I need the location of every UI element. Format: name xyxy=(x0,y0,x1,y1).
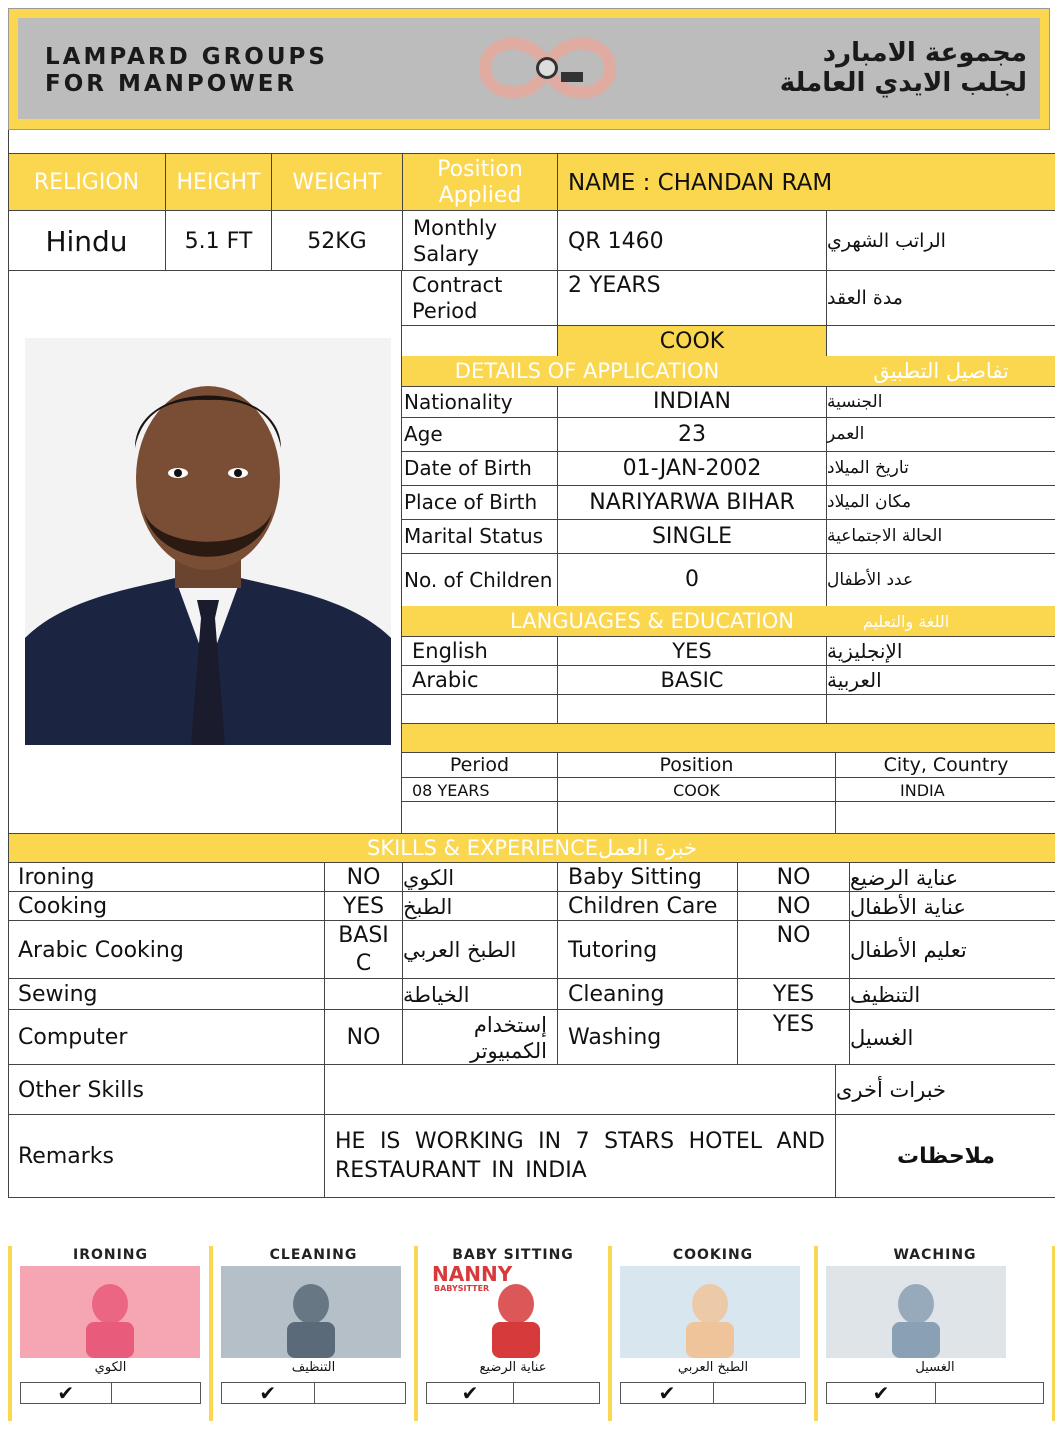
experience-location-header: City, Country xyxy=(835,752,1055,778)
skill-label: Baby Sitting xyxy=(557,863,737,892)
checkbox-blank xyxy=(514,1383,599,1403)
service-card-cooking xyxy=(608,1246,818,1421)
service-card-ar: الكوي xyxy=(94,1360,127,1375)
skill-ar: عناية الأطفال xyxy=(849,892,1055,921)
divider xyxy=(835,802,836,833)
skill-value: NO xyxy=(324,863,402,892)
service-card-title: IRONING xyxy=(72,1247,149,1263)
skill-value: YES xyxy=(737,979,849,1010)
experience-position: COOK xyxy=(557,778,835,802)
skill-label: Cleaning xyxy=(557,979,737,1010)
skill-value: NO xyxy=(737,921,849,979)
skill-ar: الكوي xyxy=(402,863,557,892)
remarks-value: HE IS WORKING IN 7 STARS HOTEL AND RESTAURANT IN INDIA xyxy=(324,1115,835,1198)
service-checkbox xyxy=(221,1382,406,1404)
details-value: 0 xyxy=(557,553,826,606)
service-illustration-icon xyxy=(620,1266,800,1358)
check-mark-icon: ✔ xyxy=(621,1383,714,1403)
service-card-ironing xyxy=(8,1246,213,1421)
contract-ar: مدة العقد xyxy=(826,271,1055,326)
details-title-en: DETAILS OF APPLICATION xyxy=(454,359,720,383)
photo-frame-left xyxy=(8,271,9,833)
service-card-title: CLEANING xyxy=(269,1247,358,1263)
skill-value: NO xyxy=(737,863,849,892)
service-card-baby-sitting xyxy=(414,1246,612,1421)
details-label: Date of Birth xyxy=(404,456,532,480)
skill-label: Tutoring xyxy=(557,921,737,979)
skill-ar: الغسيل xyxy=(849,1010,1055,1065)
divider xyxy=(826,694,827,723)
religion-header: RELIGION xyxy=(33,170,140,195)
details-label: Age xyxy=(404,422,443,446)
check-mark-icon: ✔ xyxy=(222,1383,315,1403)
skill-label: Computer xyxy=(18,1025,128,1050)
skills-title: SKILLS & EXPERIENCEخبرة العمل xyxy=(8,833,1055,863)
skill-value: YES xyxy=(737,1010,849,1065)
other-skills-label: Other Skills xyxy=(18,1077,144,1103)
candidate-photo xyxy=(25,338,391,745)
skill-label: Sewing xyxy=(18,982,98,1007)
company-name-ar-line2: لجلب الايدي العاملة xyxy=(779,68,1027,98)
service-card-ar: الطبخ العربي xyxy=(677,1360,749,1375)
service-card-ar: الغسيل xyxy=(915,1360,955,1375)
details-value: 01-JAN-2002 xyxy=(557,451,826,485)
details-value: SINGLE xyxy=(557,519,826,553)
other-skills-value xyxy=(324,1065,835,1115)
check-mark-icon: ✔ xyxy=(827,1383,936,1403)
skill-ar: عناية الرضيع xyxy=(849,863,1055,892)
other-skills-ar: خبرات أخرى xyxy=(835,1065,1055,1115)
remarks-ar: ملاحظات xyxy=(835,1115,1055,1198)
skill-ar: تعليم الأطفال xyxy=(849,921,1055,979)
service-illustration-icon xyxy=(221,1266,401,1358)
details-ar: مكان الميلاد xyxy=(826,485,1055,519)
skill-value: BASI C xyxy=(324,921,402,979)
service-illustration-icon xyxy=(20,1266,200,1358)
religion-value: Hindu xyxy=(45,224,128,258)
company-emblem-icon xyxy=(465,28,630,108)
service-checkbox xyxy=(426,1382,600,1404)
checkbox-blank xyxy=(315,1383,406,1403)
service-card-title: WACHING xyxy=(893,1247,977,1263)
details-title-ar: تفاصيل التطبيق xyxy=(873,359,1009,383)
details-value: 23 xyxy=(557,417,826,451)
language-value: BASIC xyxy=(557,665,826,694)
service-card-cleaning xyxy=(209,1246,418,1421)
check-mark-icon: ✔ xyxy=(427,1383,514,1403)
language-ar: العربية xyxy=(826,665,1055,694)
skill-label: Arabic Cooking xyxy=(18,937,184,963)
check-mark-icon: ✔ xyxy=(21,1383,112,1403)
skill-ar: الطبخ xyxy=(402,892,557,921)
company-name-ar-line1: مجموعة الامبارد xyxy=(822,38,1027,68)
weight-header: WEIGHT xyxy=(271,154,402,211)
service-checkbox xyxy=(620,1382,806,1404)
service-checkbox xyxy=(20,1382,201,1404)
remarks-label: Remarks xyxy=(18,1144,114,1169)
service-checkbox xyxy=(826,1382,1044,1404)
contract-label: Contract Period xyxy=(402,271,557,326)
company-name-en xyxy=(45,44,328,98)
skill-value: NO xyxy=(324,1010,402,1065)
details-ar: العمر xyxy=(826,417,1055,451)
nanny-logo-text: NANNY xyxy=(432,1262,513,1286)
details-value: INDIAN xyxy=(557,386,826,417)
language-blank-row xyxy=(402,694,1055,723)
skill-ar: الخياطة xyxy=(402,979,557,1010)
language-value: YES xyxy=(557,636,826,665)
height-header: HEIGHT xyxy=(165,154,271,211)
experience-position-header: Position xyxy=(557,752,835,778)
languages-title-ar: اللغة والتعليم xyxy=(862,611,950,631)
candidate-name: NAME : CHANDAN RAM xyxy=(557,154,1055,211)
checkbox-blank xyxy=(936,1383,1043,1403)
services-strip xyxy=(8,1246,1055,1421)
experience-blank-row xyxy=(402,802,1055,833)
checkbox-blank xyxy=(714,1383,805,1403)
skill-label: Cooking xyxy=(18,894,108,919)
contract-value: 2 YEARS xyxy=(557,271,826,326)
languages-title-en: LANGUAGES & EDUCATION xyxy=(510,609,794,633)
details-value: NARIYARWA BIHAR xyxy=(557,485,826,519)
checkbox-blank xyxy=(112,1383,201,1403)
skill-ar: إستخدام الكمبيوتر xyxy=(402,1010,557,1065)
height-value: 5.1 FT xyxy=(165,211,271,271)
divider xyxy=(557,802,558,833)
details-ar: تاريخ الميلاد xyxy=(826,451,1055,485)
salary-ar: الراتب الشهري xyxy=(826,211,1055,271)
skill-value: NO xyxy=(737,892,849,921)
skill-ar: الطبخ العربي xyxy=(402,921,557,979)
details-ar: الجنسية xyxy=(826,386,1055,417)
language-label: Arabic xyxy=(412,667,479,692)
salary-label: Monthly Salary xyxy=(402,211,557,271)
language-ar: الإنجليزية xyxy=(826,636,1055,665)
skill-value: YES xyxy=(324,892,402,921)
salary-value: QR 1460 xyxy=(557,211,826,271)
skill-label: Ironing xyxy=(18,865,95,890)
nanny-logo-sub: BABYSITTER xyxy=(434,1284,490,1293)
details-label: Nationality xyxy=(404,389,513,414)
details-label: No. of Children xyxy=(404,567,553,592)
service-illustration-icon xyxy=(826,1266,1006,1358)
company-name-ar xyxy=(780,38,1027,98)
weight-value: 52KG xyxy=(271,211,402,271)
position-applied-header: Position Applied xyxy=(402,154,557,211)
service-card-ar: التنظيف xyxy=(291,1360,336,1375)
details-ar: الحالة الاجتماعية xyxy=(826,519,1055,553)
experience-period-header: Period xyxy=(449,754,510,776)
spacer-row xyxy=(8,130,1055,154)
experience-location: INDIA xyxy=(835,778,1055,802)
company-name-line2: FOR MANPOWER xyxy=(45,71,298,97)
details-label: Place of Birth xyxy=(404,490,538,514)
position-blank-right xyxy=(826,326,1055,356)
details-label: Marital Status xyxy=(404,524,544,548)
position-value: COOK xyxy=(557,326,826,356)
service-card-title: COOKING xyxy=(672,1247,754,1263)
experience-separator xyxy=(402,723,1055,752)
position-blank xyxy=(402,326,557,356)
skill-label: Washing xyxy=(557,1010,737,1065)
divider xyxy=(557,694,558,723)
skill-value xyxy=(324,979,402,1010)
language-label: English xyxy=(412,638,488,663)
service-card-title: BABY SITTING xyxy=(452,1247,574,1263)
company-name-line1: LAMPARD GROUPS xyxy=(45,44,328,70)
service-card-ar: عناية الرضيع xyxy=(479,1360,547,1375)
skill-label: Children Care xyxy=(557,892,737,921)
service-card-waching xyxy=(814,1246,1055,1421)
experience-period: 08 YEARS xyxy=(412,780,490,800)
details-ar: عدد الأطفال xyxy=(826,553,1055,606)
skill-ar: التنظيف xyxy=(849,979,1055,1010)
